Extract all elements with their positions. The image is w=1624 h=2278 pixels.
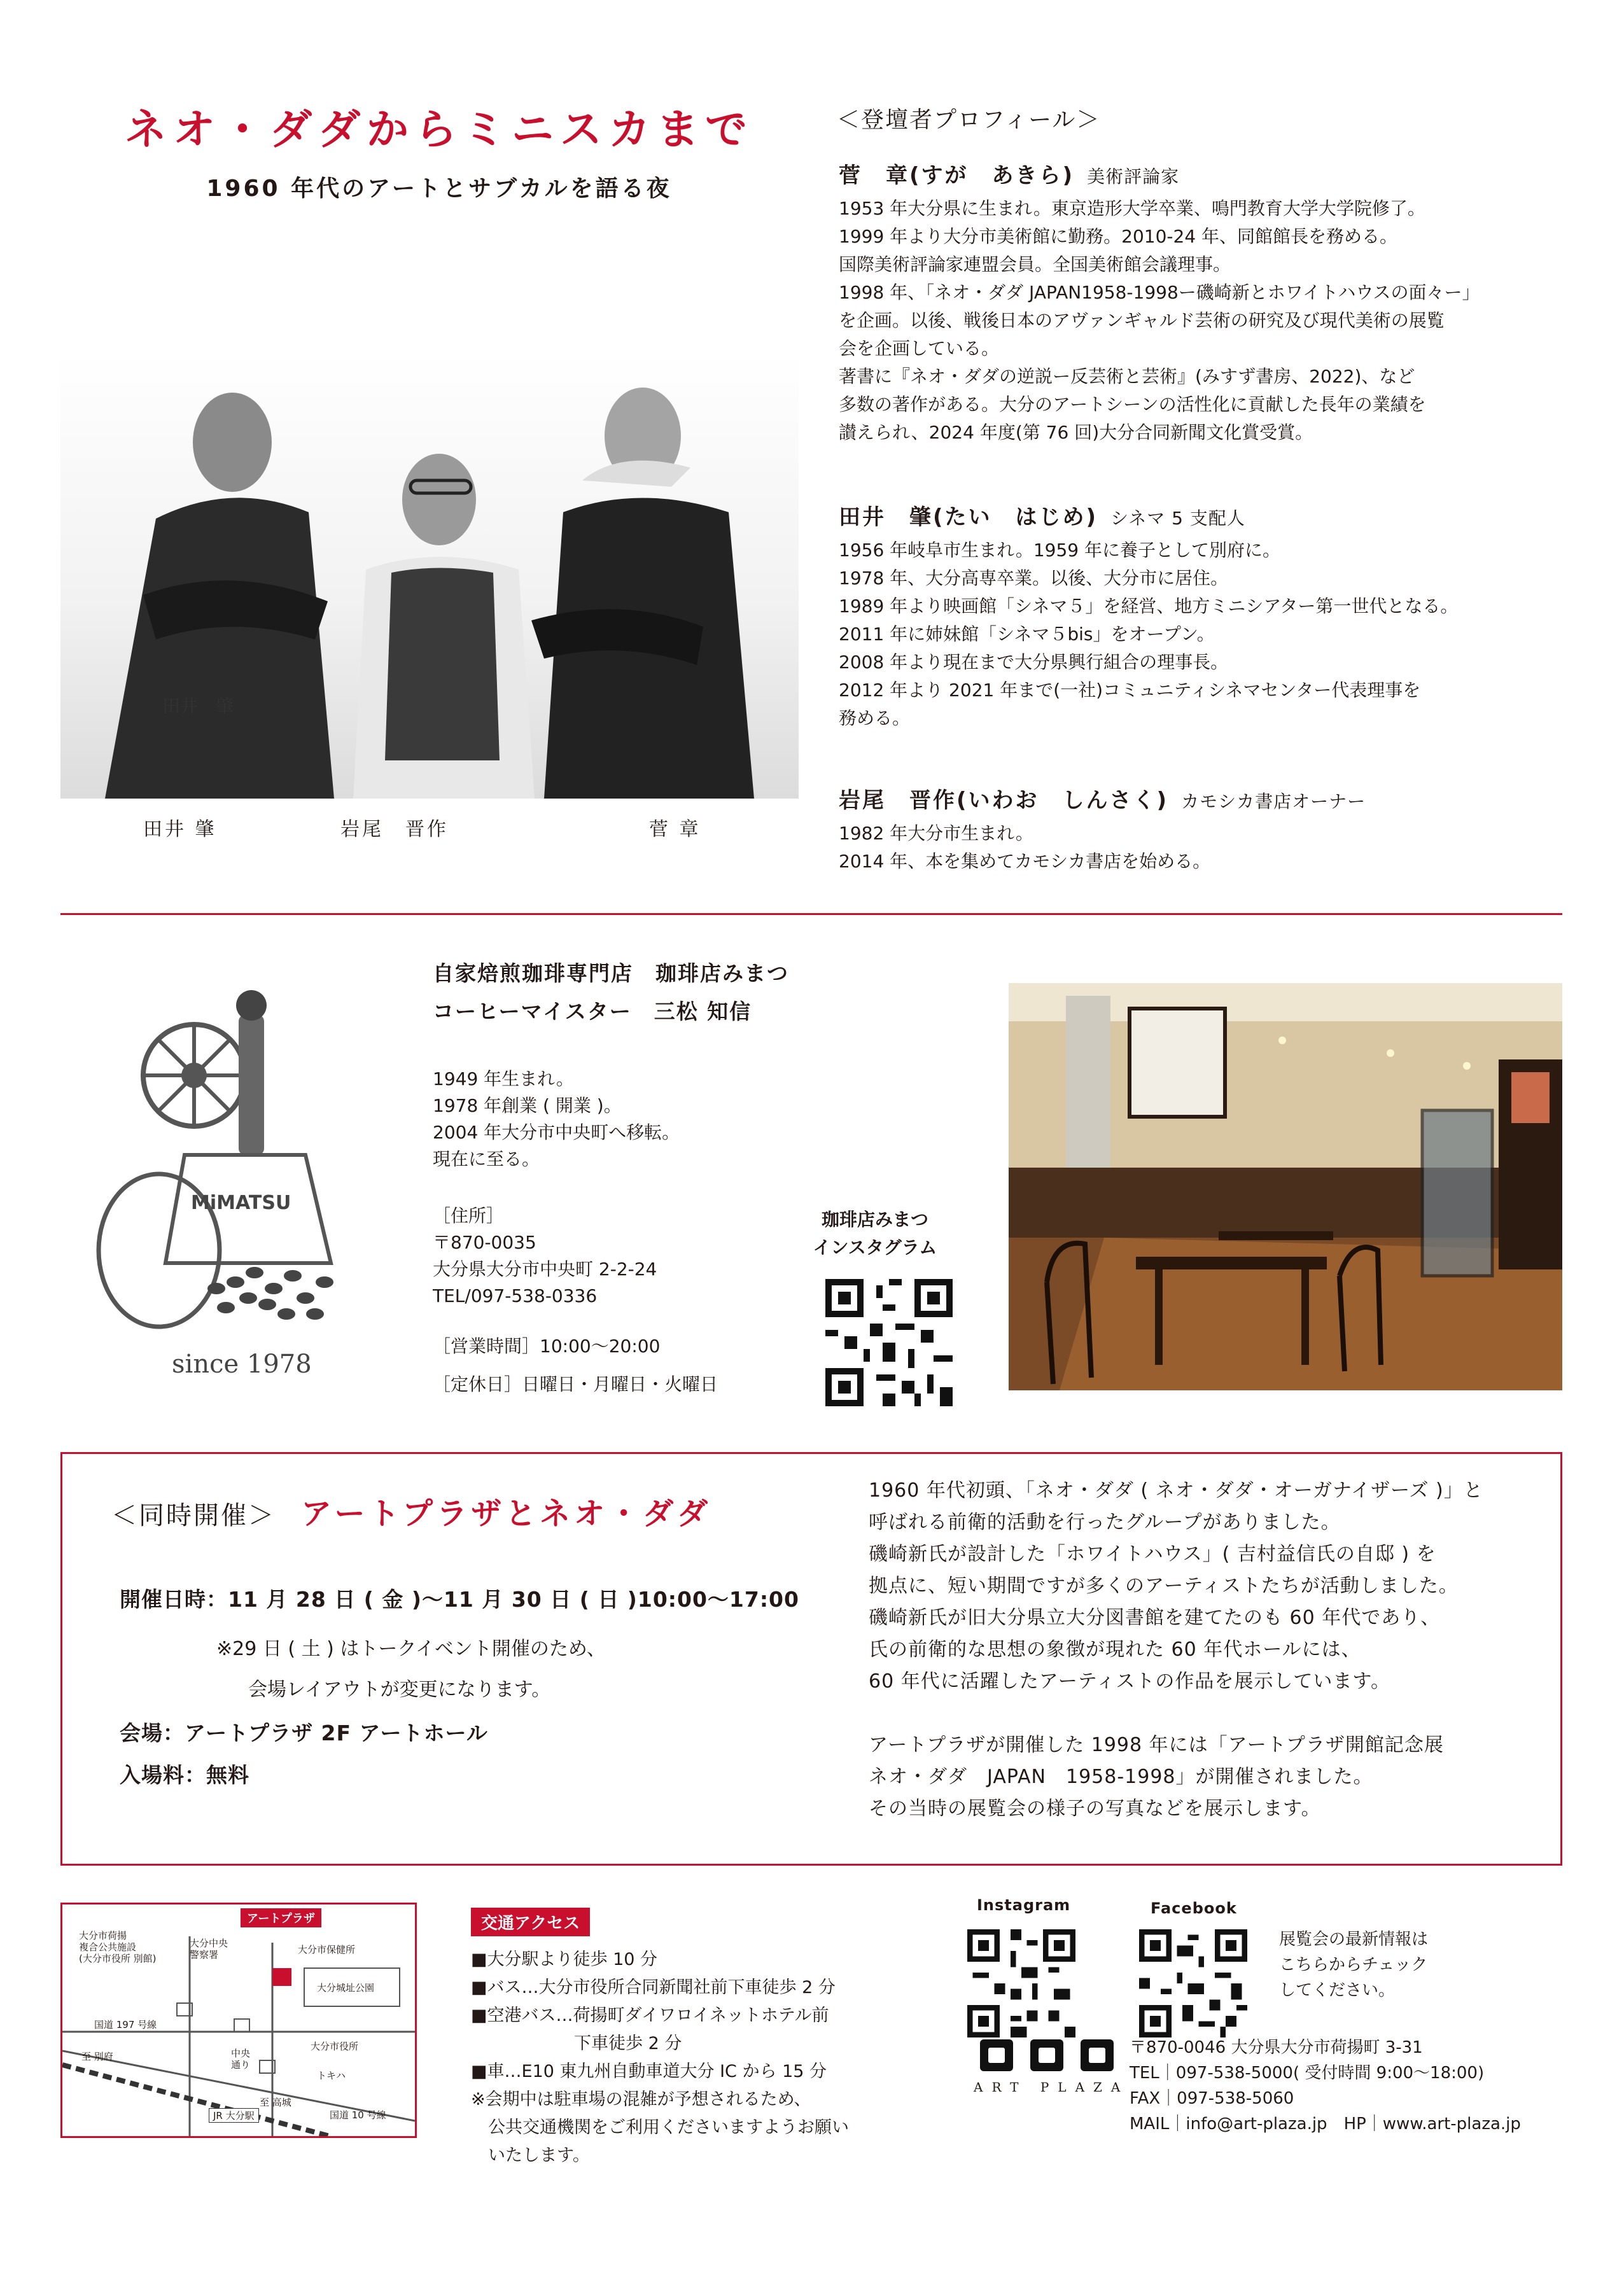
speakers-photo (60, 353, 799, 799)
map-label-takajo: 至 高城 (260, 2097, 291, 2108)
event-note-2: 会場レイアウトが変更になります。 (248, 1679, 551, 1701)
flyer-title: ネオ・ダダからミニスカまで (125, 105, 753, 154)
caption-iwao: 岩尾 晋作 (340, 818, 449, 841)
profile-bio-iwao: 1982 年大分市生まれ。 2014 年、本を集めてカモシカ書店を始める。 (839, 823, 1211, 872)
profile-role-iwao: カモシカ書店オーナー (1181, 791, 1366, 812)
flyer-subtitle: 1960 年代のアートとサブカルを語る夜 (206, 176, 672, 202)
map-label-police: 大分中央 警察署 (190, 1938, 228, 1960)
event-title: アートプラザとネオ・ダダ (301, 1496, 712, 1532)
event-description: 1960 年代初頭、「ネオ・ダダ ( ネオ・ダダ・オーガナイザーズ )」と 呼ばれる前衛的活動を行ったグループがありました。 磯崎新氏が設計した「ホワイトハウス」( 吉村益信氏の自邸 ) を 拠点に、短い期間ですが多くのアーティストたちが活動しました。 磯崎新氏が旧大分県立大分図書館を建てたのも 60 年代であり、 氏の前衛的な思想の象徴が現れた 60 年代ホールには、 60 年代に活躍したアーティストの作品を展示しています。 アートプラザが開催した 1998 年には「アートプラザ開館記念展 ネオ・ダダ JAPAN 1958-1998」が開催されました。 その当時の展覧会の様子の写真などを展示します。 (869, 1479, 1483, 1820)
event-venue: 会場：アートプラザ 2F アートホール (120, 1721, 488, 1745)
facebook-label: Facebook (1151, 1899, 1237, 1917)
caption-tai: 田井 肇 (143, 818, 217, 841)
cafe-closed-days: ［定休日］日曜日・月曜日・火曜日 (433, 1374, 718, 1395)
profiles-heading: ＜登壇者プロフィール＞ (837, 107, 1101, 133)
map-label-beppu: 至 別府 (81, 2051, 113, 2062)
map-tag: アートプラザ (241, 1908, 321, 1927)
map-label-cityhall: 大分市役所 (311, 2041, 359, 2052)
map-label-station: JR 大分駅 (209, 2108, 259, 2123)
photo-overlay-label: 田井 肇 (162, 695, 234, 716)
cafe-hours: ［営業時間］10:00～20:00 (433, 1336, 661, 1357)
profile-name-iwao: 岩尾 晋作(いわお しんさく) カモシカ書店オーナー (839, 788, 1366, 813)
map-label-health: 大分市保健所 (298, 1944, 356, 1955)
access-map (60, 1903, 417, 2138)
section-divider (60, 913, 1562, 915)
cafe-bio: 1949 年生まれ。 1978 年創業 ( 開業 )。 2004 年大分市中央町へ移転。 現在に至る。 (433, 1068, 680, 1170)
cafe-interior-photo (1009, 983, 1562, 1390)
sns-note: 展覧会の最新情報は こちらからチェック してください。 (1279, 1930, 1429, 2000)
profile-name-tai: 田井 肇(たい はじめ) シネマ 5 支配人 (839, 505, 1245, 530)
event-fee: 入場料：無料 (120, 1763, 249, 1787)
profile-name-suga: 菅 章(すが あきら) 美術評論家 (839, 163, 1180, 188)
art-plaza-logo-text: ART PLAZA (974, 2079, 1130, 2095)
logo-brand-text: MiMATSU (191, 1192, 291, 1214)
access-list: ■大分駅より徒歩 10 分 ■バス…大分市役所合同新聞社前下車徒歩 2 分 ■空港バス…荷揚町ダイワロイネットホテル前 下車徒歩 2 分 ■車…E10 東九州自動車道大分 IC から 15 分 ※会期中は駐車場の混雑が予想されるため、 公共交通機関をご利用くださいますようお願い いたします。 (471, 1950, 849, 2165)
cafe-instagram-caption: 珈琲店みまつ インスタグラム (813, 1209, 937, 1258)
caption-suga: 菅 章 (649, 818, 701, 841)
cafe-instagram-qr-icon[interactable] (825, 1279, 953, 1406)
profile-bio-suga: 1953 年大分県に生まれ。東京造形大学卒業、鳴門教育大学大学院修了。 1999 年より大分市美術館に勤務。2010-24 年、同館館長を務める。 国際美術評論家連盟会員。全国美術館会議理事。 1998 年、「ネオ・ダダ JAPAN1958-1998ー磯崎新とホワイトハウスの面々ー」 を企画。以後、戦後日本のアヴァンギャルド芸術の研究及び現代美術の展覧 会を企画している。 著書に『ネオ・ダダの逆説ー反芸術と芸術』(みすず書房、2022)、など 多数の著作がある。大分のアートシーンの活性化に貢献した長年の業績を 讃えられ、2024 年度(第 76 回)大分合同新聞文化賞受賞。 (839, 198, 1480, 443)
cafe-title (433, 954, 789, 1031)
event-heading (111, 1489, 711, 1533)
map-label-chuo: 中央 通り (231, 2048, 251, 2071)
contact-info: 〒870-0046 大分県大分市荷揚町 3-31 TEL｜097-538-5000( 受付時間 9:00～18:00) FAX｜097-538-5060 MAIL｜info@art-plaza.jp HP｜www.art-plaza.jp (1130, 2038, 1521, 2134)
event-note-1: ※29 日 ( 土 ) はトークイベント開催のため、 (216, 1638, 606, 1660)
cafe-title-line1: 自家焙煎珈琲専門店 珈琲店みまつ (433, 961, 789, 986)
map-label-park: 大分城址公園 (317, 1982, 375, 1994)
access-tag: 交通アクセス (471, 1908, 590, 1936)
cafe-title-line2: コーヒーマイスター 三松 知信 (433, 999, 752, 1024)
logo-since-text: since 1978 (172, 1350, 312, 1379)
facebook-qr-icon[interactable] (1139, 1929, 1247, 2037)
map-label-facility: 大分市荷揚 複合公共施設 (大分市役所 別館) (79, 1930, 157, 1964)
instagram-label: Instagram (977, 1896, 1071, 1914)
profile-bio-tai: 1956 年岐阜市生まれ。1959 年に養子として別府に。 1978 年、大分高専卒業。以後、大分市に居住。 1989 年より映画館「シネマ５」を経営、地方ミニシアター第一世代となる。 2011 年に姉妹館「シネマ５bis」をオープン。 2008 年より現在まで大分県興行組合の理事長。 2012 年より 2021 年まで(一社)コミュニティシネマセンター代表理事を 務める。 (839, 540, 1459, 729)
profile-role-tai: シネマ 5 支配人 (1110, 508, 1245, 529)
mimatsu-logo (89, 983, 356, 1390)
cafe-address: ［住所］ 〒870-0035 大分県大分市中央町 2-2-24 TEL/097-538-0336 (433, 1205, 657, 1306)
map-label-route197: 国道 197 号線 (94, 2019, 157, 2030)
map-label-tokiwa: トキハ (317, 2070, 346, 2081)
instagram-qr-icon[interactable] (967, 1929, 1075, 2037)
map-label-route10: 国道 10 号線 (330, 2109, 386, 2121)
profile-role-suga: 美術評論家 (1087, 166, 1180, 187)
event-label: ＜同時開催＞ (111, 1501, 276, 1530)
event-date: 開催日時：11 月 28 日 ( 金 )～11 月 30 日 ( 日 )10:00～17:00 (120, 1587, 799, 1612)
art-plaza-logo (977, 2036, 1117, 2074)
